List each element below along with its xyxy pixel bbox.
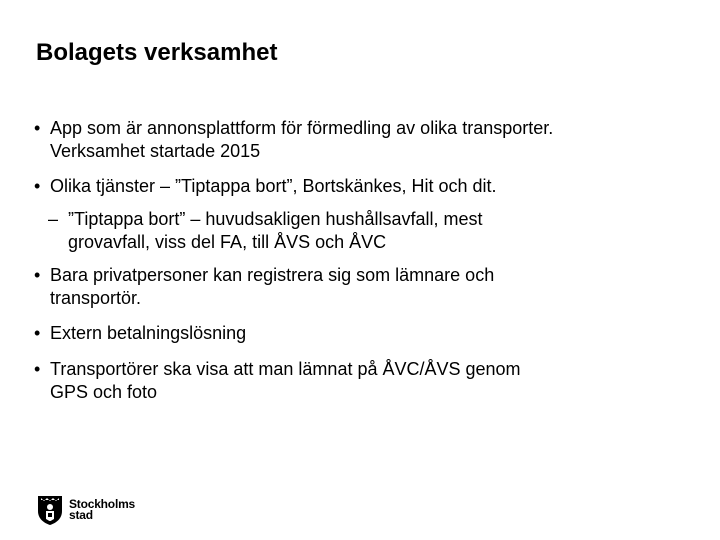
bullet-item xyxy=(34,322,674,345)
bullet-text-line: transportör. xyxy=(50,288,142,308)
bullet-text-line: Olika tjänster – ”Tiptappa bort”, Bortskänkes, Hit och dit. xyxy=(50,176,497,196)
sub-bullet-item xyxy=(48,208,668,254)
bullet-marker: • xyxy=(34,176,41,196)
bullet-text-line: Extern betalningslösning xyxy=(50,323,247,343)
bullet-item xyxy=(34,175,674,198)
bullet-marker: • xyxy=(34,359,41,379)
slide-title: Bolagets verksamhet xyxy=(36,39,278,66)
bullet-marker: • xyxy=(34,265,41,285)
stockholms-stad-logo xyxy=(37,493,135,527)
logo-text-line1: Stockholms xyxy=(69,497,136,511)
bullet-text-line: ”Tiptappa bort” – huvudsakligen hushållsavfall, mest xyxy=(68,209,483,229)
sub-bullet-marker: – xyxy=(48,209,59,229)
bullet-text-line: GPS och foto xyxy=(50,382,158,402)
logo-text xyxy=(69,499,135,521)
bullet-item xyxy=(34,358,674,404)
bullet-marker: • xyxy=(34,118,41,138)
bullet-item xyxy=(34,117,674,163)
stockholm-crest-icon xyxy=(37,494,63,526)
bullet-text-line: Transportörer ska visa att man lämnat på ÅVC/ÅVS genom xyxy=(50,359,521,379)
bullet-text-line: Bara privatpersoner kan registrera sig som lämnare och xyxy=(50,265,495,285)
bullet-text-line: grovavfall, viss del FA, till ÅVS och ÅVC xyxy=(68,232,387,252)
bullet-text-line: Verksamhet startade 2015 xyxy=(50,141,261,161)
bullet-item xyxy=(34,264,674,310)
logo-text-line2: stad xyxy=(69,508,93,522)
bullet-text-line: App som är annonsplattform för förmedling av olika transporter. xyxy=(50,118,554,138)
bullet-marker: • xyxy=(34,323,41,343)
